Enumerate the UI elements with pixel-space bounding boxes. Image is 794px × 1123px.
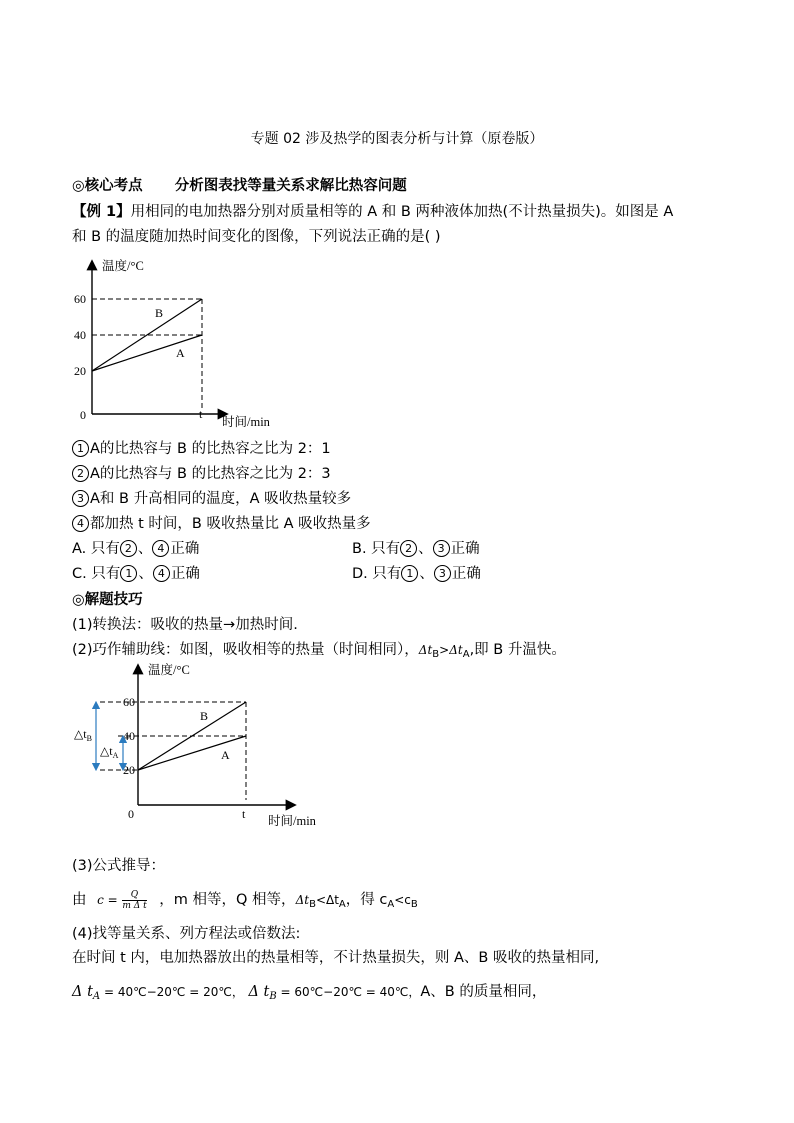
chart-1-label-b: B xyxy=(155,306,164,320)
option-d[interactable]: D. 只有 1 、 3 正确 xyxy=(352,566,481,582)
chart-2-ytick-20: 20 xyxy=(123,763,135,777)
example-line-2: 和 B 的温度随加热时间变化的图像，下列说法正确的是( ) xyxy=(72,229,441,245)
circled-number: 3 xyxy=(72,490,89,507)
statement-2: 2 A的比热容与 B 的比热容之比为 2：3 xyxy=(72,464,331,484)
tip-1: (1)转换法：吸收的热量→加热时间. xyxy=(72,617,298,633)
tip-4-line-2: 在时间 t 内，电加热器放出的热量相等，不计热量损失，则 A、B 吸收的热量相同, xyxy=(72,950,600,966)
chart-2-y-label: 温度/°C xyxy=(148,663,190,677)
option-a[interactable]: A. 只有 2 、 4 正确 xyxy=(72,541,200,557)
statement-3: 3 A和 B 升高相同的温度，A 吸收热量较多 xyxy=(72,489,351,509)
example-line-1 xyxy=(72,202,673,222)
chart-1-ytick-60: 60 xyxy=(74,292,86,306)
chart-1 xyxy=(66,254,296,434)
page-title: 专题 02 涉及热学的图表分析与计算（原卷版） xyxy=(250,131,544,147)
chart-2-label-b: B xyxy=(200,709,209,723)
chart-2-series-a xyxy=(138,736,246,770)
chart-1-ytick-40: 40 xyxy=(74,328,86,342)
circled-number: 1 xyxy=(72,440,89,457)
chart-2 xyxy=(72,660,332,832)
example-text-1: 用相同的电加热器分别对质量相等的 A 和 B 两种液体加热(不计热量损失)。如图是 A xyxy=(130,204,674,220)
chart-1-label-a: A xyxy=(176,346,185,360)
tip-2: (2)巧作辅助线：如图，吸收相等的热量（时间相同），$\Delta t_B>\Delta t_A$,即 B 升温快。 xyxy=(72,642,566,660)
statement-4: 4 都加热 t 时间，B 吸收热量比 A 吸收热量多 xyxy=(72,514,371,534)
chart-1-origin: 0 xyxy=(80,408,86,422)
example-tag: 【例 1】 xyxy=(72,204,131,220)
chart-1-xtick-t: t xyxy=(199,407,203,421)
formula-line: 由 c = $\frac{Q}{\text{m Δ t}}$ ，m 相等，Q 相等，$\Delta t_B<\Delta t_A$，得 $c_A<c_B$ xyxy=(72,889,418,911)
chart-2-xtick-t: t xyxy=(242,807,246,821)
chart-1-y-label: 温度/°C xyxy=(102,259,144,273)
delta-a-label: $\triangle t_A$ xyxy=(100,744,119,760)
chart-1-series-a xyxy=(92,335,202,371)
chart-2-x-label: 时间/min xyxy=(268,814,316,828)
tip-4: (4)找等量关系、列方程法或倍数法: xyxy=(72,926,301,942)
option-b[interactable]: B. 只有 2 、 3 正确 xyxy=(352,541,480,557)
core-topic-heading xyxy=(72,176,407,196)
statement-1: 1 A的比热容与 B 的比热容之比为 2：1 xyxy=(72,439,331,459)
chart-2-ytick-60: 60 xyxy=(123,695,135,709)
chart-2-label-a: A xyxy=(221,748,230,762)
tip-3: (3)公式推导： xyxy=(72,858,166,874)
core-topic-title: 分析图表找等量关系求解比热容问题 xyxy=(174,178,407,194)
chart-2-ytick-40: 40 xyxy=(123,729,135,743)
chart-2-origin: 0 xyxy=(128,807,134,821)
core-topic-marker: ◎核心考点 xyxy=(72,178,143,194)
circled-number: 4 xyxy=(72,515,89,532)
option-c[interactable]: C. 只有 1 、 4 正确 xyxy=(72,566,200,582)
chart-1-x-label: 时间/min xyxy=(222,415,270,429)
tip-4-line-3: Δ $t_A$ = 40℃−20℃ = 20℃， Δ $t_B$ = 60℃−20℃ = 40℃，A、B 的质量相同， xyxy=(72,984,547,1002)
tips-heading: ◎解题技巧 xyxy=(72,592,143,608)
delta-b-label: $\triangle t_B$ xyxy=(74,727,92,743)
circled-number: 2 xyxy=(72,465,89,482)
formula-fraction: $\frac{Q}{\text{m Δ t}}$ xyxy=(122,889,147,911)
chart-1-ytick-20: 20 xyxy=(74,364,86,378)
